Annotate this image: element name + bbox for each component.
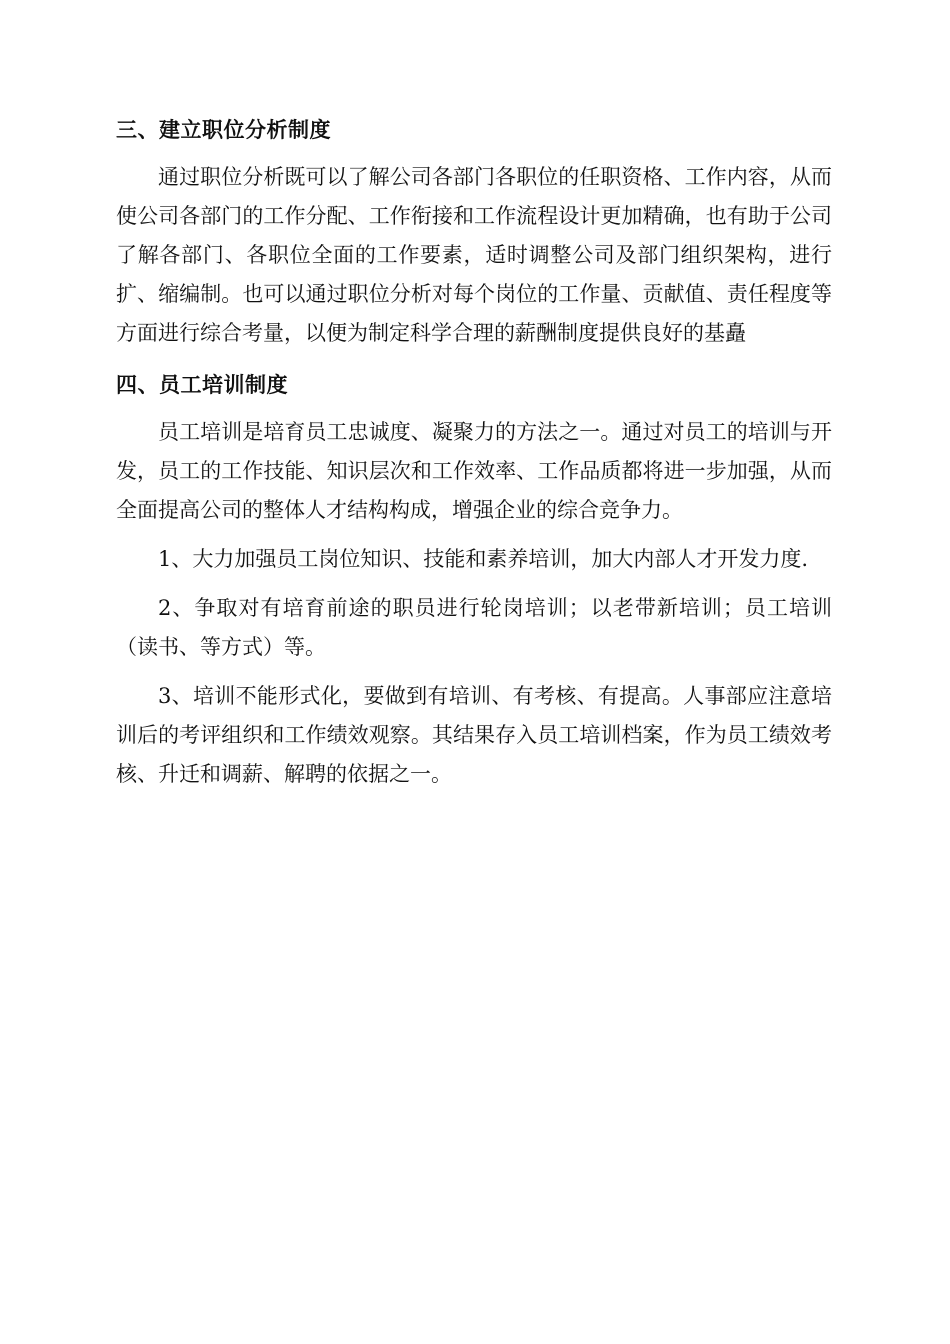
document-page — [116, 112, 832, 804]
paragraph-training-item-2: 2、争取对有培育前途的职员进行轮岗培训；以老带新培训；员工培训（读书、等方式）等。 — [116, 596, 832, 659]
paragraph-job-analysis: 通过职位分析既可以了解公司各部门各职位的任职资格、工作内容，从而使公司各部门的工作分配、工作衔接和工作流程设计更加精确，也有助于公司了解各部门、各职位全面的工作要素，适时调整公司及部门组织架构，进行扩、缩编制。也可以通过职位分析对每个岗位的工作量、贡献值、责任程度等方面进行综合考量，以便为制定科学合理的薪酬制度提供良好的基矗 — [116, 165, 832, 345]
paragraph-training-intro: 员工培训是培育员工忠诚度、凝聚力的方法之一。通过对员工的培训与开发，员工的工作技能、知识层次和工作效率、工作品质都将进一步加强，从而全面提高公司的整体人才结构构成，增强企业的综合竞争力。 — [116, 420, 832, 522]
section-heading-job-analysis: 三、建立职位分析制度 — [116, 118, 331, 142]
paragraph-training-item-3: 3、培训不能形式化，要做到有培训、有考核、有提高。人事部应注意培训后的考评组织和工作绩效观察。其结果存入员工培训档案，作为员工绩效考核、升迁和调薪、解聘的依据之一。 — [116, 684, 832, 786]
paragraph-training-item-1: 1、大力加强员工岗位知识、技能和素养培训，加大内部人才开发力度. — [158, 547, 809, 571]
section-heading-training: 四、员工培训制度 — [116, 373, 288, 397]
